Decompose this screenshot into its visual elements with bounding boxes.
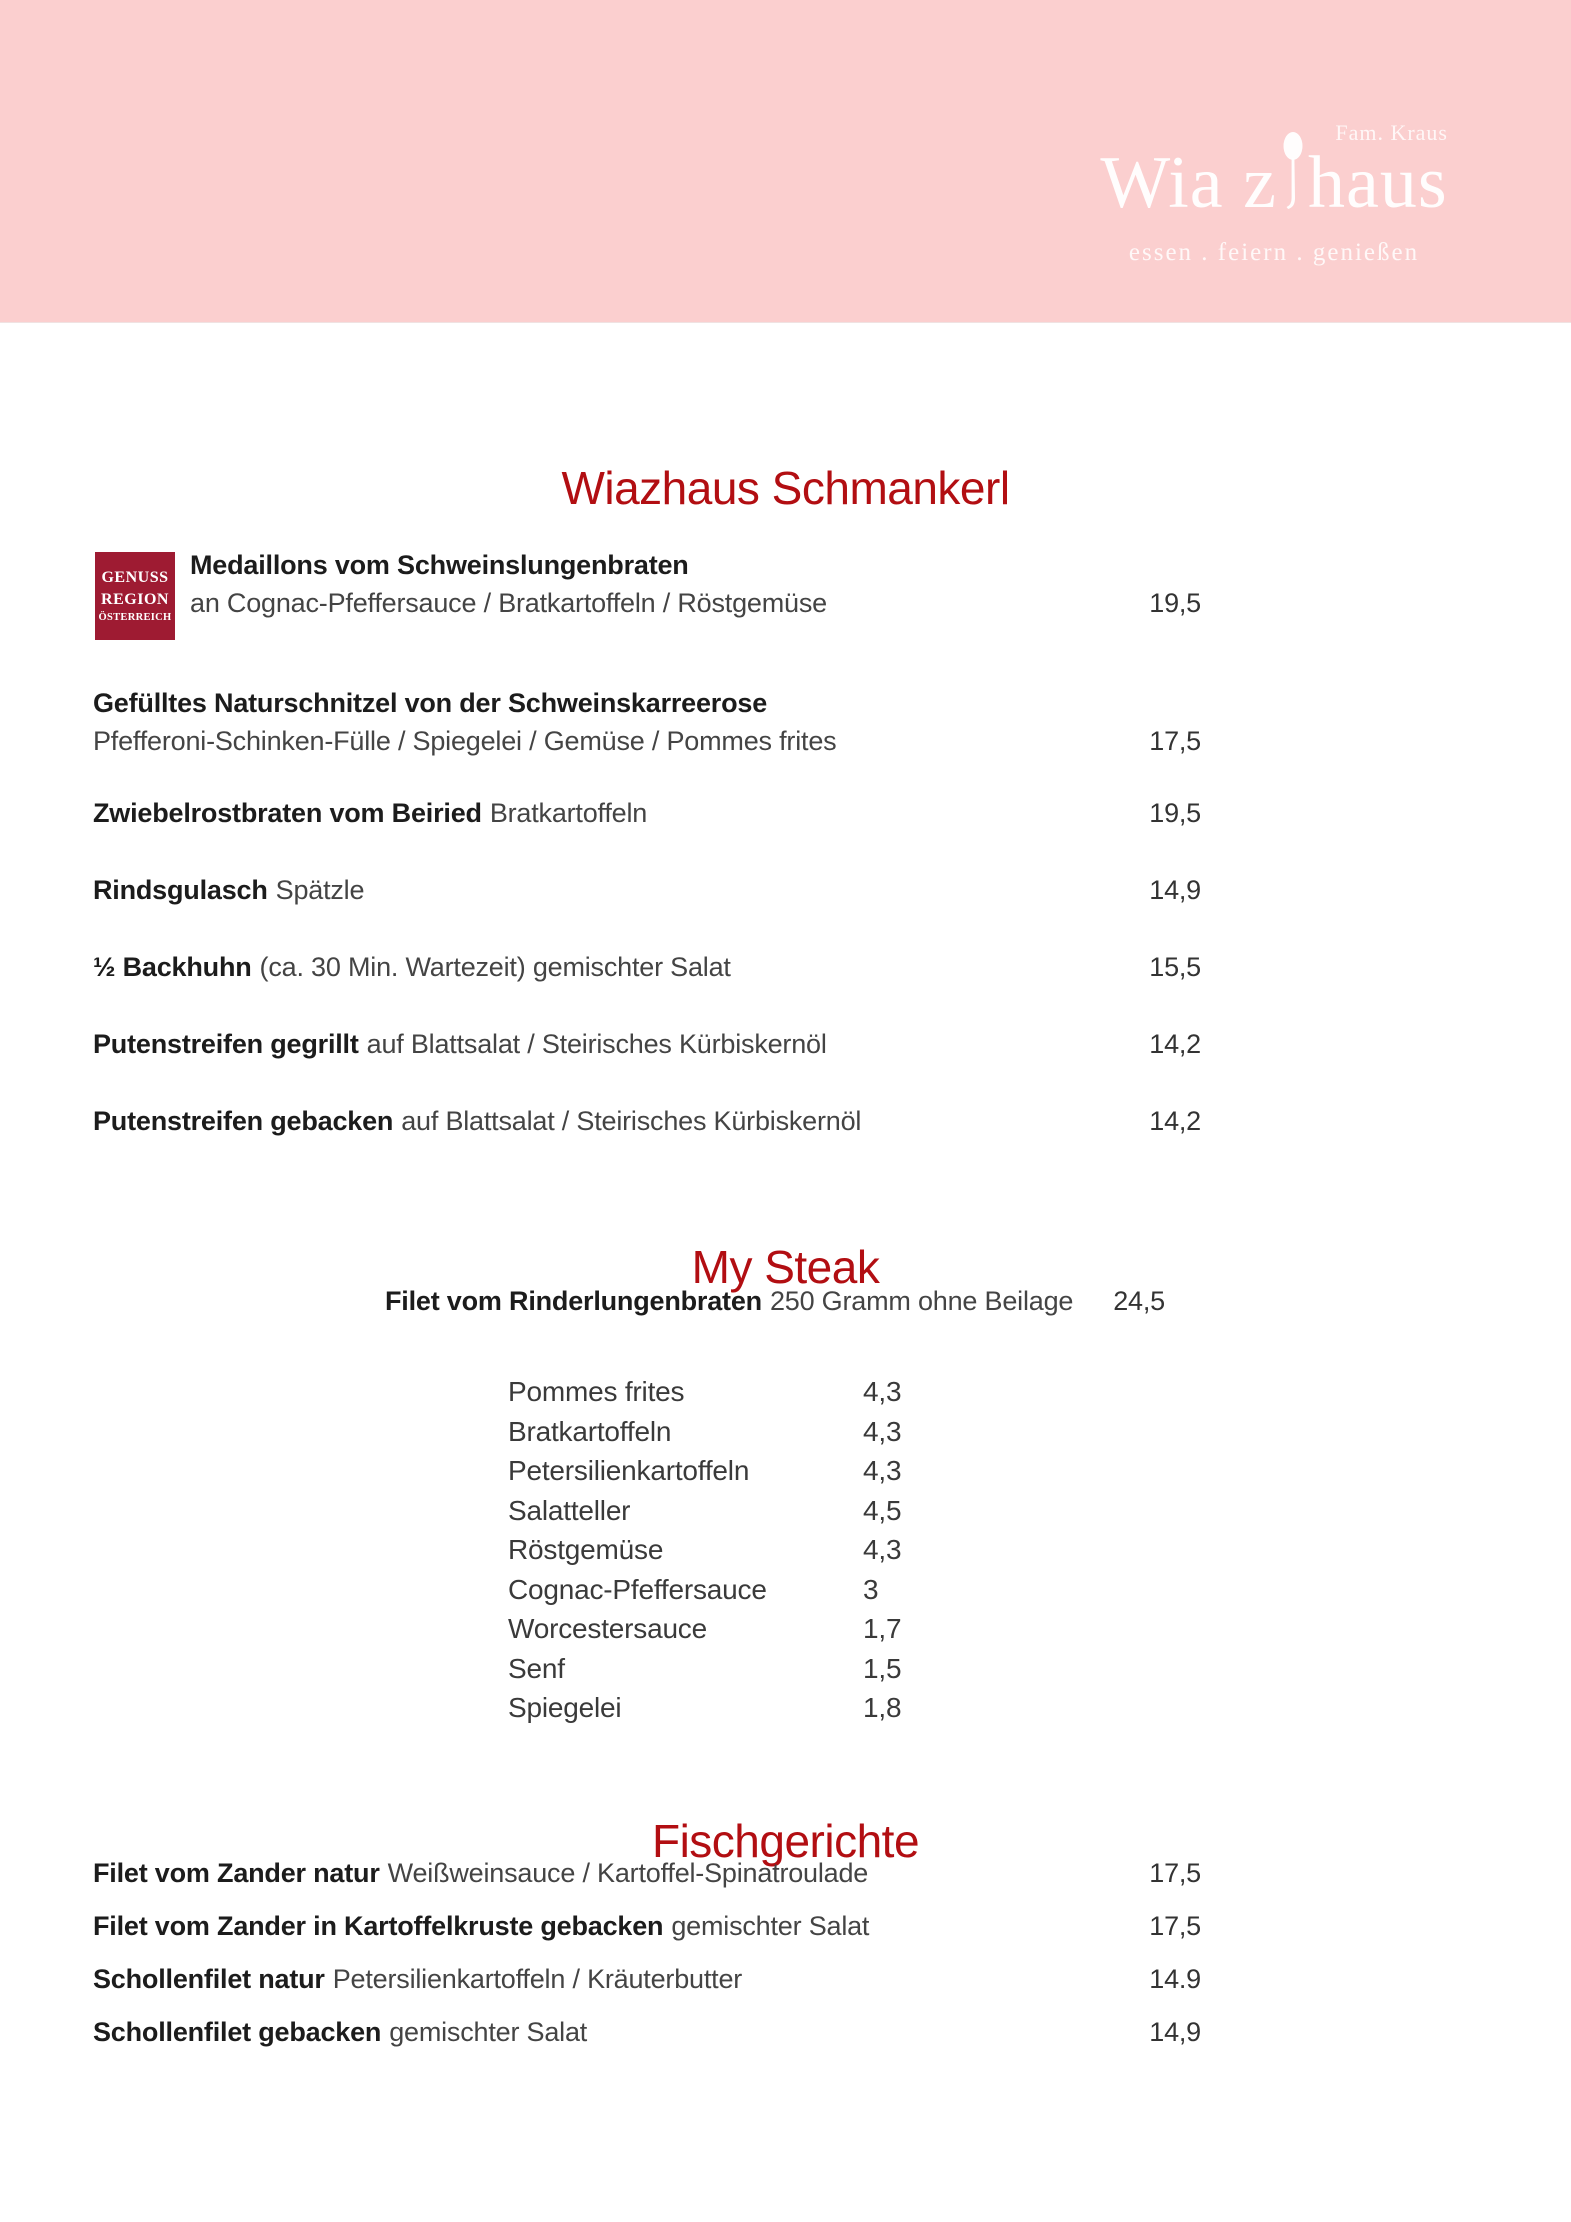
item-price: 14,2	[1149, 1106, 1201, 1136]
side-price: 1,8	[863, 1692, 902, 1723]
menu-item	[93, 873, 1201, 907]
item-name: Filet vom Rinderlungenbraten	[385, 1286, 762, 1316]
menu-item	[93, 546, 1201, 622]
steak-item	[385, 1284, 1165, 1318]
menu-item	[93, 796, 1201, 830]
side-price: 1,5	[863, 1652, 902, 1684]
menu-item	[93, 1856, 1201, 1890]
item-price: 14,9	[1149, 875, 1201, 905]
item-desc: Weißweinsauce / Kartoffel-Spinatroulade	[387, 1858, 869, 1888]
badge-line: ÖSTERREICH	[98, 611, 172, 623]
side-item	[508, 1688, 1008, 1728]
item-desc: Petersilienkartoffeln / Kräuterbutter	[332, 1964, 743, 1994]
item-desc: (ca. 30 Min. Wartezeit) gemischter Salat	[259, 952, 731, 982]
item-price: 19,5	[1149, 588, 1201, 618]
side-item	[508, 1649, 1008, 1689]
item-desc: Pfefferoni-Schinken-Fülle / Spiegelei / Gemüse / Pommes frites	[93, 726, 837, 756]
item-price: 15,5	[1149, 952, 1201, 982]
item-name: Zwiebelrostbraten vom Beiried	[93, 798, 482, 828]
side-label: Senf	[508, 1652, 565, 1684]
side-price: 4,3	[863, 1415, 902, 1447]
item-price: 14.9	[1149, 1964, 1201, 1994]
side-price: 4,5	[863, 1494, 902, 1526]
item-price: 17,5	[1149, 1858, 1201, 1888]
side-item	[508, 1570, 1008, 1610]
section-title-fischgerichte: Fischgerichte	[651, 1815, 920, 1868]
item-price: 14,9	[1149, 2017, 1201, 2047]
side-item	[508, 1609, 1008, 1649]
side-label: Petersilienkartoffeln	[508, 1455, 750, 1486]
badge-line: GENUSS	[101, 568, 169, 586]
header-band	[0, 0, 1571, 323]
menu-item	[93, 1027, 1201, 1061]
item-desc: gemischter Salat	[671, 1911, 870, 1941]
side-label: Bratkartoffeln	[508, 1415, 672, 1447]
item-desc: 250 Gramm ohne Beilage	[769, 1286, 1074, 1316]
item-price: 24,5	[1113, 1286, 1165, 1316]
item-name: Filet vom Zander natur	[93, 1858, 380, 1888]
side-label: Spiegelei	[508, 1692, 622, 1723]
section-title-steak: My Steak	[691, 1241, 880, 1294]
item-price: 17,5	[1149, 726, 1201, 756]
item-price: 17,5	[1149, 1911, 1201, 1941]
item-name: ½ Backhuhn	[93, 952, 252, 982]
brand-wordmark	[1098, 142, 1450, 228]
brand-tagline: essen . feiern . genießen	[1128, 239, 1420, 266]
brand-logo	[1098, 122, 1450, 265]
side-label: Cognac-Pfeffersauce	[508, 1573, 767, 1605]
side-item	[508, 1451, 1008, 1491]
side-item	[508, 1491, 1008, 1531]
item-desc: Bratkartoffeln	[489, 798, 648, 828]
side-item	[508, 1412, 1008, 1452]
item-name: Putenstreifen gebacken	[93, 1106, 394, 1136]
menu-item	[93, 1909, 1201, 1943]
menu-item	[93, 1962, 1201, 1996]
section-title-schmankerl: Wiazhaus Schmankerl	[561, 461, 1010, 514]
side-label: Worcestersauce	[508, 1613, 707, 1644]
item-price: 19,5	[1149, 798, 1201, 828]
side-price: 4,3	[863, 1534, 902, 1565]
menu-item	[93, 2015, 1201, 2049]
side-price: 3	[863, 1573, 879, 1605]
brand-wordmark-left: Wia z	[1100, 142, 1277, 224]
spoon-icon	[1280, 132, 1306, 214]
brand-wordmark-right: haus	[1307, 142, 1448, 224]
item-price: 14,2	[1149, 1029, 1201, 1059]
brand-family: Fam. Kraus	[1335, 120, 1448, 145]
side-label: Röstgemüse	[508, 1534, 664, 1565]
side-label: Salatteller	[508, 1494, 631, 1526]
side-price: 1,7	[863, 1613, 902, 1644]
item-desc: Spätzle	[275, 875, 365, 905]
item-name: Rindsgulasch	[93, 875, 268, 905]
menu-item	[93, 1104, 1201, 1138]
badge-line: REGION	[101, 590, 169, 608]
side-price: 4,3	[863, 1376, 902, 1407]
item-name: Filet vom Zander in Kartoffelkruste gebacken	[93, 1911, 664, 1941]
menu-item	[93, 950, 1201, 984]
item-desc: an Cognac-Pfeffersauce / Bratkartoffeln / Röstgemüse	[190, 588, 827, 618]
side-item	[508, 1372, 1008, 1412]
side-item	[508, 1530, 1008, 1570]
side-label: Pommes frites	[508, 1376, 685, 1407]
steak-sides-list	[508, 1372, 1008, 1728]
item-desc: auf Blattsalat / Steirisches Kürbiskernöl	[366, 1029, 827, 1059]
item-name: Gefülltes Naturschnitzel von der Schweinskarreerose	[93, 688, 768, 718]
side-price: 4,3	[863, 1455, 902, 1486]
item-name: Medaillons vom Schweinslungenbraten	[190, 550, 689, 580]
item-name: Schollenfilet gebacken	[93, 2017, 382, 2047]
item-name: Putenstreifen gegrillt	[93, 1029, 359, 1059]
item-name: Schollenfilet natur	[93, 1964, 325, 1994]
item-desc: auf Blattsalat / Steirisches Kürbiskernöl	[401, 1106, 862, 1136]
menu-item	[93, 684, 1201, 760]
item-desc: gemischter Salat	[389, 2017, 588, 2047]
